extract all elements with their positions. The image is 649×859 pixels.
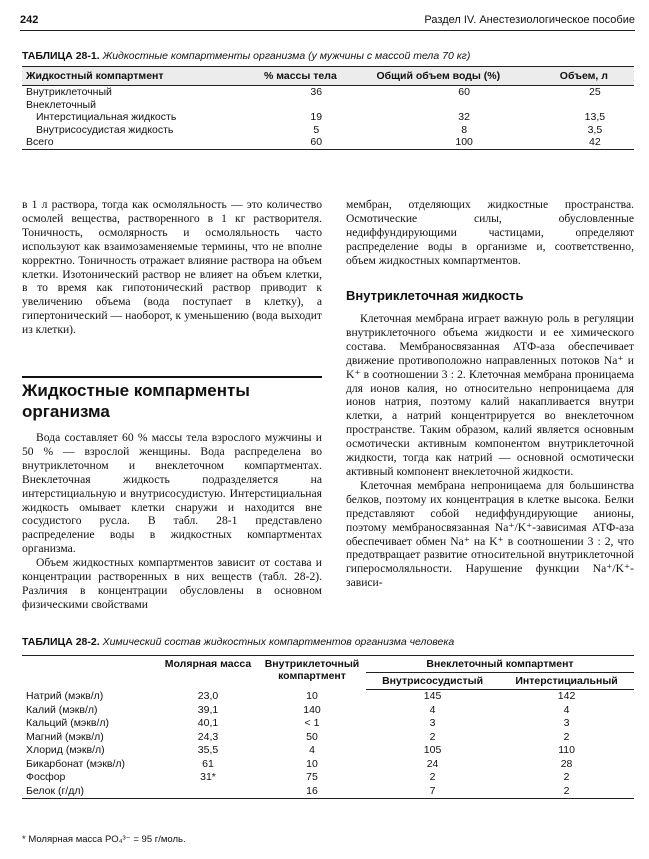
table-cell-value: 3,5 bbox=[587, 123, 603, 136]
table-cell-label: Натрий (мэкв/л) bbox=[26, 689, 104, 702]
right-column-top bbox=[346, 198, 634, 268]
table-cell-value: 75 bbox=[306, 771, 318, 783]
table-row bbox=[22, 785, 634, 799]
table-cell-value: 2 bbox=[499, 785, 634, 799]
page-number: 242 bbox=[20, 14, 39, 26]
table-cell-label: Белок (г/дл) bbox=[22, 785, 158, 799]
table-cell-value: 145 bbox=[423, 690, 442, 702]
subsection-heading: Внутриклеточная жидкость bbox=[346, 288, 524, 303]
table-cell-label: Кальций (мэкв/л) bbox=[26, 717, 110, 729]
table-cell-value: 4 bbox=[563, 703, 570, 716]
table-cell-value: 3 bbox=[563, 717, 570, 729]
table-cell-label: Бикарбонат (мэкв/л) bbox=[26, 757, 126, 770]
paragraph: мембран, отделяющих жидкостные пространства. Осмотические силы, обусловленные недиффундирующими частицами, определяют распределение воды в организме и, соответственно, объем жидкостных компартментов. bbox=[346, 198, 634, 267]
table2-footnote: * Молярная масса PO₄³⁻ = 95 г/моль. bbox=[22, 834, 186, 845]
table-cell-value: 60 bbox=[260, 136, 372, 149]
table1-header: Общий объем воды (%) bbox=[372, 67, 555, 86]
paragraph: Клеточная мембрана играет важную роль в регуляции внутриклеточного объема жидкости и ее химического состава. Мембраносвязанная АТФ-аза обеспечивает движение противоположно направленных потоков Na⁺ и K⁺ в соотношении 3 : 2. Клеточная мембрана проницаема для ионов калия, но относительно непроницаема для ионов натрия, поэтому калий накапливается внутри клетки, а натрий концентрируется во внеклеточном пространстве. Таким образом, калий является основным осмотически активным компонентом внутриклеточной жидкости, тогда как натрий — основной осмотически активный компонент внеклеточной жидкости. bbox=[346, 312, 634, 478]
table-cell-value: 32 bbox=[458, 111, 470, 123]
left-column-body bbox=[22, 431, 322, 612]
table-cell-value: 28 bbox=[560, 757, 573, 770]
table-cell-value bbox=[372, 99, 555, 112]
table-cell-value: 140 bbox=[303, 703, 321, 716]
table-cell-value bbox=[260, 99, 372, 112]
table-row bbox=[22, 111, 634, 124]
table-cell-value: 35,5 bbox=[197, 744, 219, 756]
table-cell-value: 3 bbox=[429, 717, 436, 729]
table-cell-value bbox=[158, 785, 258, 799]
table-cell-value: 10 bbox=[306, 689, 318, 702]
table-row bbox=[22, 731, 634, 745]
table-cell-label: Калий (мэкв/л) bbox=[26, 703, 98, 716]
table-cell-value: 2 bbox=[563, 730, 570, 743]
table-cell-value: 8 bbox=[461, 123, 468, 136]
table-cell-value: 4 bbox=[429, 703, 436, 716]
table1-header: Объем, л bbox=[556, 67, 634, 86]
table-row bbox=[22, 758, 634, 772]
table-cell-value: 24,3 bbox=[197, 730, 219, 743]
table2-header-extra: Внеклеточный компартмент bbox=[366, 656, 634, 673]
table-row bbox=[22, 136, 634, 149]
table-cell-value: 2 bbox=[429, 771, 436, 783]
table-cell-label: Интерстициальная жидкость bbox=[36, 111, 177, 123]
table-cell-value: 50 bbox=[306, 730, 318, 743]
table-cell-value: 40,1 bbox=[197, 717, 219, 729]
table1-label: ТАБЛИЦА 28-1. bbox=[22, 50, 100, 62]
table-cell-value: 13,5 bbox=[584, 111, 606, 123]
table-row bbox=[22, 704, 634, 718]
table-cell-value: 23,0 bbox=[197, 689, 219, 702]
table-cell-value: 25 bbox=[589, 86, 601, 98]
table-row bbox=[22, 99, 634, 112]
table-cell-value: 110 bbox=[558, 744, 575, 756]
section-heading: Жидкостные компарменты организма bbox=[22, 376, 322, 422]
table-cell-value: 4 bbox=[309, 744, 315, 756]
table2-header-inter: Интерстициальный bbox=[499, 673, 634, 690]
table-cell-value: 16 bbox=[258, 785, 366, 799]
right-column-body bbox=[346, 312, 634, 590]
table-cell-value: 2 bbox=[563, 771, 570, 783]
section-title: Раздел IV. Анестезиологическое пособие bbox=[424, 14, 635, 26]
table-cell-value: 142 bbox=[557, 690, 576, 702]
table-cell-label: Внеклеточный bbox=[26, 98, 96, 111]
table1-title bbox=[22, 50, 470, 62]
paragraph: Объем жидкостных компартментов зависит от состава и концентрации растворенных в них веществ (табл. 28-2). Различия в концентрации обусловлены в основном физическими свойствами bbox=[22, 556, 322, 611]
paragraph: Вода составляет 60 % массы тела взрослого мужчины и 50 % — взрослой женщины. Вода распределена во внутриклеточном и внеклеточном компартментах. Внеклеточная жидкость подразделяется на интерстициальную и внутрисосудистую. Интерстициальная жидкость омывает клетки снаружи и находится вне сосудистого русла. В табл. 28-1 представлено распределение воды в жидкостных компартментах организма. bbox=[22, 431, 322, 556]
table-cell-value: 61 bbox=[202, 757, 214, 770]
table2-title bbox=[22, 636, 454, 648]
page-header bbox=[20, 14, 635, 31]
table-cell-value: 5 bbox=[313, 123, 320, 136]
table2-header-intra: Внутриклеточный компартмент bbox=[258, 656, 366, 690]
table-cell-label: Фосфор bbox=[26, 771, 66, 783]
table2-label: ТАБЛИЦА 28-2. bbox=[22, 636, 100, 648]
table-cell-value bbox=[556, 99, 634, 112]
table2-header-vasc: Внутрисосудистый bbox=[366, 673, 499, 690]
table-row bbox=[22, 690, 634, 704]
table-cell-label: Всего bbox=[22, 136, 260, 149]
table-cell-label: Магний (мэкв/л) bbox=[26, 730, 104, 743]
table1-header: Жидкостный компартмент bbox=[22, 67, 260, 86]
table-row bbox=[22, 717, 634, 731]
table-row bbox=[22, 771, 634, 785]
table1-header: % массы тела bbox=[260, 67, 372, 86]
table-cell-value: 7 bbox=[366, 785, 499, 799]
table-cell-value: 31* bbox=[200, 771, 216, 783]
table1 bbox=[22, 66, 634, 150]
table-cell-label: Хлорид (мэкв/л) bbox=[26, 744, 105, 756]
table-cell-label: Внутрисосудистая жидкость bbox=[36, 123, 174, 136]
table2 bbox=[22, 655, 634, 799]
table-cell-value: 60 bbox=[458, 86, 470, 98]
table-cell-value: 24 bbox=[426, 757, 439, 770]
table1-caption: Жидкостные компартменты организма (у мужчины с массой тела 70 кг) bbox=[102, 50, 471, 62]
table2-header-empty bbox=[22, 656, 158, 690]
table-cell-value: 36 bbox=[310, 86, 323, 98]
table-cell-value: 42 bbox=[556, 136, 634, 149]
table-cell-value: 39,1 bbox=[197, 703, 219, 716]
paragraph: Клеточная мембрана непроницаема для большинства белков, поэтому их концентрация в клетке высока. Белки представляют собой недиффундирующие анионы, поэтому мембраносвязанная Na⁺/K⁺-зависимая АТФ-аза обеспечивает обмен Na⁺ на K⁺ в соотношении 3 : 2, что предотвращает развитие относительной внутриклеточной гиперосмоляльности. Нарушение функции Na⁺/K⁺-зависи- bbox=[346, 478, 634, 590]
left-column-top bbox=[22, 198, 322, 337]
table2-caption: Химический состав жидкостных компартментов организма человека bbox=[102, 636, 455, 648]
table-cell-value: 105 bbox=[423, 744, 442, 756]
table2-header-molar: Молярная масса bbox=[158, 656, 258, 690]
table-cell-value: 100 bbox=[372, 136, 555, 149]
table-cell-value: 10 bbox=[306, 757, 318, 770]
table-cell-value: < 1 bbox=[304, 717, 320, 729]
table-cell-value: 19 bbox=[310, 111, 323, 123]
table-row bbox=[22, 124, 634, 137]
table-cell-value: 2 bbox=[429, 730, 436, 743]
paragraph: в 1 л раствора, тогда как осмоляльность — это количество осмолей вещества, растворенного в 1 кг растворителя. Тоничность, осмолярность и осмоляльность часто используют как взаимозаменяемые термины, что не вполне корректно. Тоничность отражает влияние раствора на объем клетки. Изотонический раствор не влияет на объем клетки, в то время как гипотонический раствор приводит к увеличению объема (вода поступает в клетку), а гипертонический — наоборот, к уменьшению (вода выходит из клетки). bbox=[22, 198, 322, 337]
table-row bbox=[22, 744, 634, 758]
table-row bbox=[22, 86, 634, 99]
table-cell-label: Внутриклеточный bbox=[26, 86, 112, 98]
